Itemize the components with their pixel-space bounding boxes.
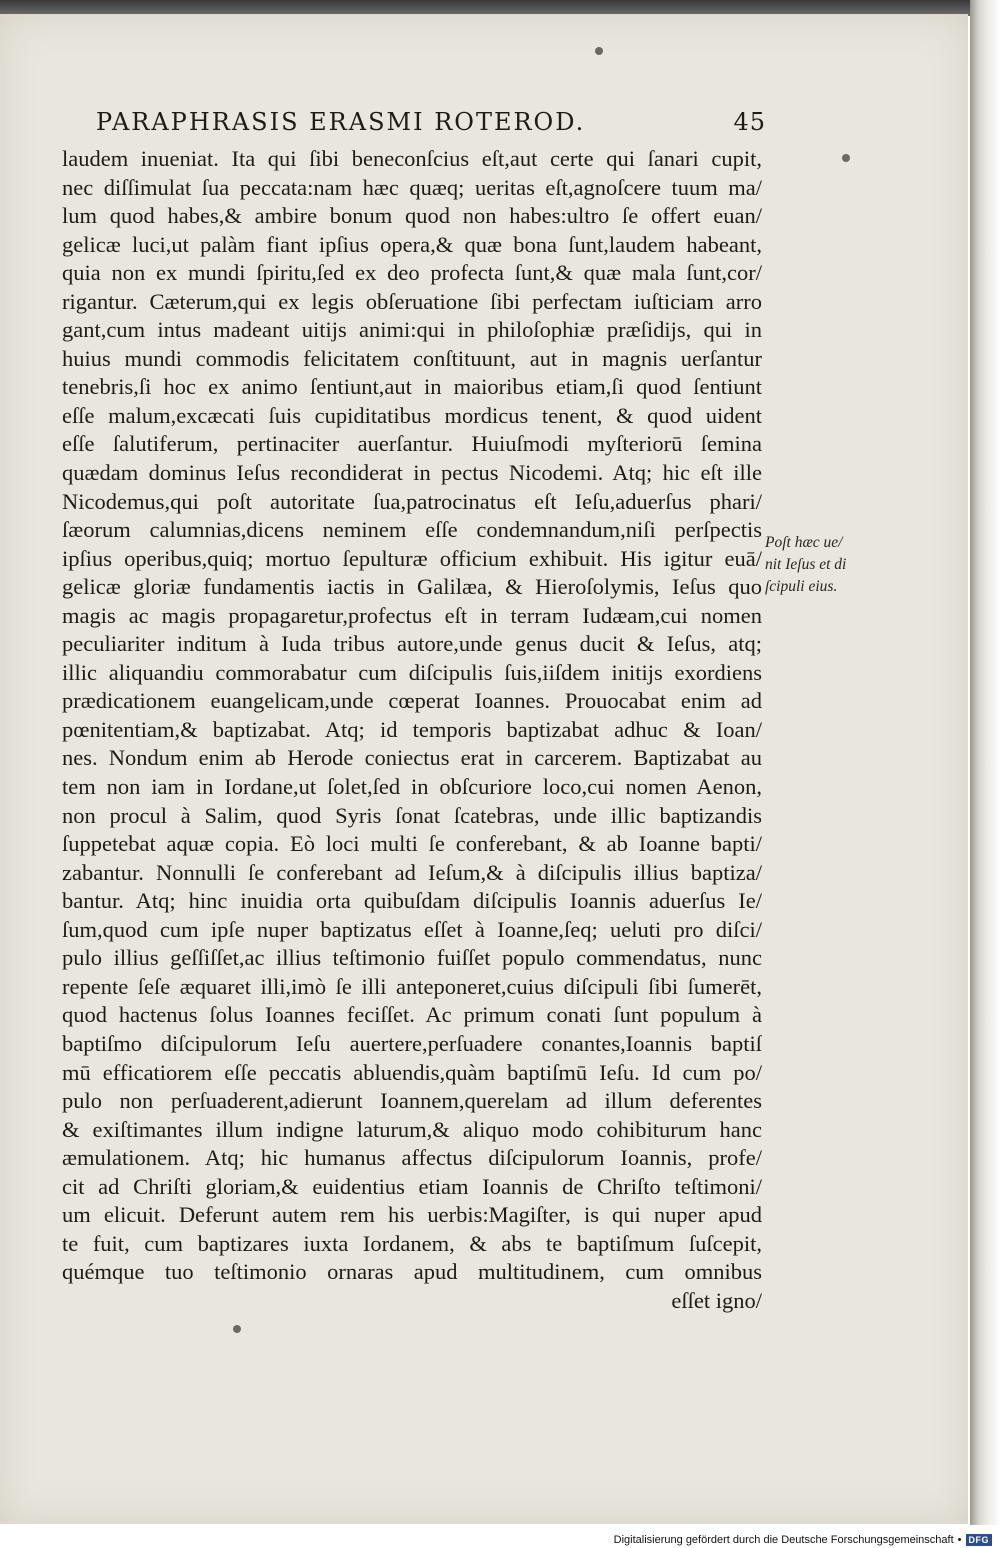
body-text xyxy=(62,145,762,1315)
text-line: lum quod habes,& ambire bonum quod non habes:ultro ſe offert euan/ xyxy=(62,203,762,229)
marginal-note-line: ſcipuli eius. xyxy=(765,578,838,595)
text-line: ſæorum calumnias,dicens neminem eſſe condemnandum,niſi perſpectis xyxy=(62,517,762,543)
text-line: ipſius operibus,quiq; mortuo ſepulturæ officium exhibuit. His igitur euā/ xyxy=(62,545,762,571)
dfg-logo: DFG xyxy=(966,1534,993,1546)
text-line: tenebris,ſi hoc ex animo ſentiunt,aut in maioribus etiam,ſi quod ſentiunt xyxy=(62,374,762,400)
text-line: pulo illius geſſiſſet,ac illius teſtimonio fuiſſet populo commendatus, nunc xyxy=(62,945,762,971)
separator-dot: • xyxy=(957,1534,962,1546)
wormhole-mark xyxy=(595,47,603,55)
text-line: æmulationem. Atq; hic humanus affectus diſcipulorum Ioannis, profe/ xyxy=(62,1145,762,1171)
marginal-note-line: nit Ieſus et di xyxy=(765,556,847,573)
text-line: quémque tuo teſtimonio ornaras apud multitudinem, cum omnibus xyxy=(62,1259,762,1285)
text-line: huius mundi commodis felicitatem conſtituunt, aut in magnis uerſantur xyxy=(62,345,762,371)
text-line: quod hactenus ſolus Ioannes feciſſet. Ac primum conati ſunt populum à xyxy=(62,1002,762,1028)
marginal-note-line: Poſt hæc ue/ xyxy=(765,534,843,551)
text-line: magis ac magis propagaretur,profectus eſt in terram Iudæam,cui nomen xyxy=(62,602,762,628)
text-line: gelicæ luci,ut palàm fiant ipſius opera,& quæ bona ſunt,laudem habeant, xyxy=(62,231,762,257)
text-line: laudem inueniat. Ita qui ſibi beneconſcius eſt,aut certe qui ſanari cupit, xyxy=(62,146,762,171)
running-header xyxy=(96,108,766,136)
text-line: non procul à Salim, quod Syris ſonat ſcatebras, unde illic baptizandis xyxy=(62,802,762,828)
text-line: nes. Nondum enim ab Herode coniectus erat in carcerem. Baptizabat au xyxy=(62,745,762,771)
text-line: pœnitentiam,& baptizabat. Atq; id temporis baptizabat adhuc & Ioan/ xyxy=(62,716,762,742)
text-line: ſum,quod cum ipſe nuper baptizatus eſſet à Ioanne,ſeq; ueluti pro diſci/ xyxy=(62,916,762,942)
text-line: eſſe malum,excæcati ſuis cupiditatibus mordicus tenent, & quod uident xyxy=(62,402,762,428)
text-line: zabantur. Nonnulli ſe conferebant ad Ieſum,& à diſcipulis illius baptiza/ xyxy=(62,859,762,885)
text-line: ſuppetebat aquæ copia. Eò loci multi ſe conferebant, & ab Ioanne bapti/ xyxy=(62,831,762,857)
text-line: Nicodemus,qui poſt autoritate ſua,patrocinatus eſt Ieſu,aduerſus phari/ xyxy=(62,488,762,514)
text-line: repente ſeſe æquaret illi,imò ſe illi anteponeret,cuius diſcipuli ſibi ſumerēt, xyxy=(62,973,762,999)
text-line: cit ad Chriſti gloriam,& euidentius etiam Ioannis de Chriſto teſtimoni/ xyxy=(62,1173,762,1199)
text-line: peculiariter inditum à Iuda tribus autore,unde genus ducit & Ieſus, atq; xyxy=(62,631,762,657)
text-line: eſſe ſalutiferum, pertinaciter auerſantur. Huiuſmodi myſteriorū ſemina xyxy=(62,431,762,457)
text-line: gant,cum intus madeant uitijs animi:qui in philoſophiæ præſidijs, qui in xyxy=(62,317,762,343)
text-line: quædam dominus Ieſus recondiderat in pectus Nicodemi. Atq; hic eſt ille xyxy=(62,460,762,486)
book-fore-edge xyxy=(970,0,1000,1525)
text-line: te fuit, cum baptizares iuxta Iordanem, & abs te baptiſmum ſuſcepit, xyxy=(62,1230,762,1256)
wormhole-mark xyxy=(842,154,850,162)
text-line: prædicationem euangelicam,unde cœperat Ioannes. Prouocabat enim ad xyxy=(62,688,762,714)
text-line: & exiſtimantes illum indigne laturum,& aliquo modo cohibiturum hanc xyxy=(62,1116,762,1142)
text-line: rigantur. Cæterum,qui ex legis obſeruatione ſibi perfectam iuſticiam arro xyxy=(62,288,762,314)
text-line: um elicuit. Deferunt autem rem his uerbis:Magiſter, is qui nuper apud xyxy=(62,1202,762,1228)
text-line: pulo non perſuaderent,adierunt Ioannem,querelam ad illum deferentes xyxy=(62,1088,762,1114)
text-line: bantur. Atq; hinc inuidia orta quibuſdam diſcipulis Ioannis aduerſus Ie/ xyxy=(62,888,762,914)
credit-text: Digitalisierung gefördert durch die Deutsche Forschungsgemeinschaft xyxy=(613,1534,954,1546)
text-line: illic aliquandiu commorabatur cum diſcipulis ſuis,iiſdem initijs exordiens xyxy=(62,659,762,685)
wormhole-mark xyxy=(233,1325,241,1333)
running-title: PARAPHRASIS ERASMI ROTEROD. xyxy=(96,108,586,136)
text-line: baptiſmo diſcipulorum Ieſu auertere,perſuadere conantes,Ioannis baptiſ xyxy=(62,1030,762,1056)
page-number: 45 xyxy=(733,108,766,136)
text-line: eſſet igno/ xyxy=(671,1287,762,1313)
text-line: tem non iam in Iordane,ut ſolet,ſed in obſcuriore loco,cui nomen Aenon, xyxy=(62,774,762,800)
text-line: gelicæ gloriæ fundamentis iactis in Galilæa, & Hieroſolymis, Ieſus quo xyxy=(62,574,762,600)
text-line: quia non ex mundi ſpiritu,ſed ex deo profecta ſunt,& quæ mala ſunt,cor/ xyxy=(62,260,762,286)
marginal-note xyxy=(765,532,875,598)
digitization-credit xyxy=(600,1532,1000,1548)
text-line: mū efficatiorem eſſe peccatis abluendis,quàm baptiſmū Ieſu. Id cum po/ xyxy=(62,1059,762,1085)
text-line: nec diſſimulat ſua peccata:nam hæc quæq; ueritas eſt,agnoſcere tuum ma/ xyxy=(62,174,762,200)
